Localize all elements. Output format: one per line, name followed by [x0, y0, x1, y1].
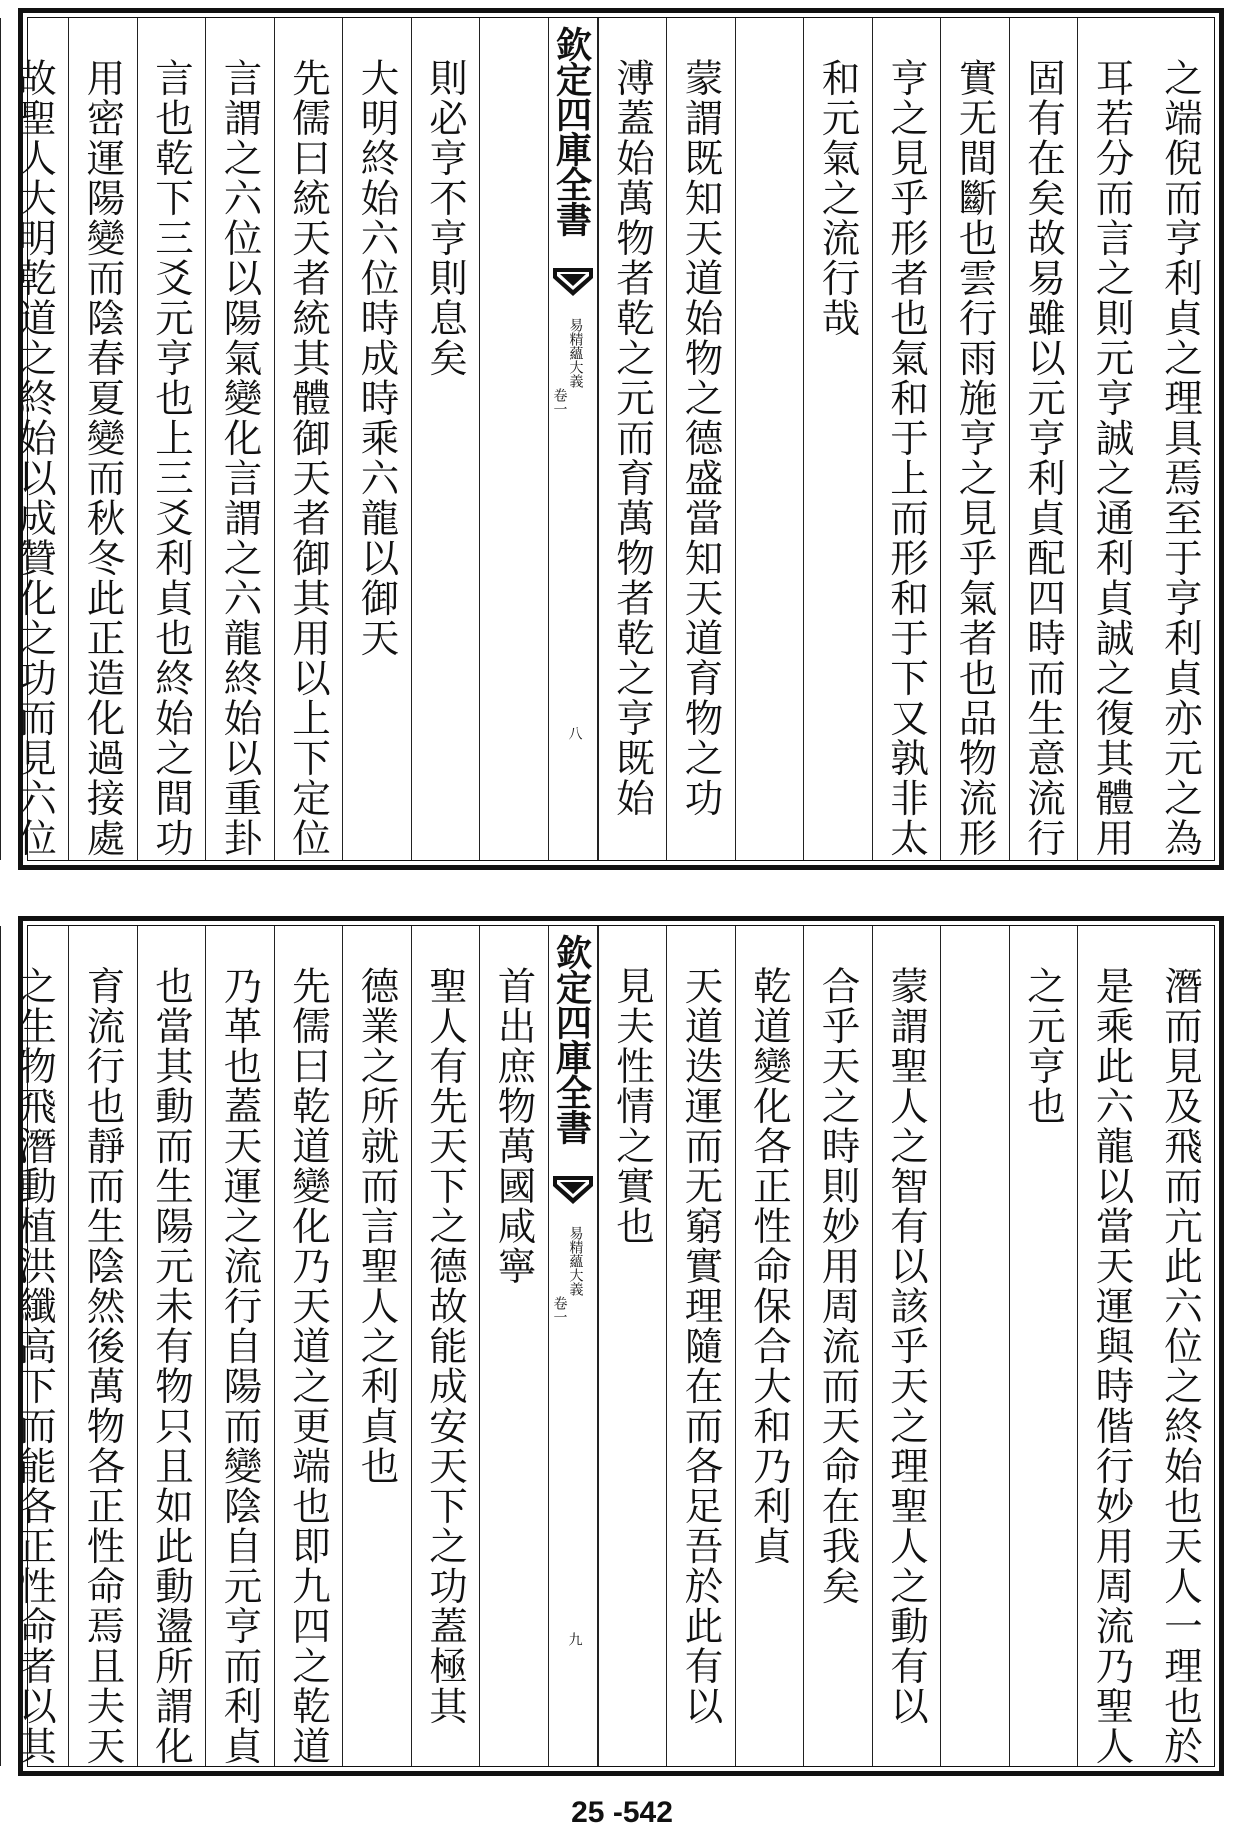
text-column [68, 926, 137, 1766]
text-column [0, 926, 68, 1766]
text-column [598, 18, 667, 860]
text-column [0, 18, 68, 860]
text-column [735, 18, 804, 860]
fish-tail-ornament-icon [553, 264, 593, 300]
column-text: 耳若分而言之則元亨誠之通利貞誠之復其體用 [1089, 58, 1135, 858]
column-text: 德業之所就而言聖人之利貞也 [354, 966, 400, 1486]
text-column [666, 926, 735, 1766]
text-column [872, 18, 941, 860]
text-column [411, 926, 480, 1766]
column-text: 乾道變化各正性命保合大和乃利貞 [747, 966, 792, 1566]
column-text: 聖人有先天下之德故能成安天下之功蓋極其 [423, 966, 468, 1726]
center-fold [548, 18, 598, 860]
column-text: 是乘此六龍以當天運與時偕行妙用周流乃聖人 [1089, 966, 1135, 1766]
text-column [803, 926, 872, 1766]
text-column [479, 926, 548, 1766]
column-text: 之端倪而亨利貞之理具焉至于亨利貞亦元之為 [1158, 58, 1203, 858]
column-text: 蒙謂既知天道始物之德盛當知天道育物之功 [678, 58, 724, 818]
text-column [342, 18, 411, 860]
column-text: 故聖人大明乾道之終始以成贊化之功而見六位 [12, 58, 57, 858]
text-column [1009, 926, 1078, 1766]
text-column [68, 18, 137, 860]
text-column [274, 926, 343, 1766]
column-text: 乃革也蓋天運之流行自陽而變陰自元亨而利貞 [217, 966, 263, 1766]
fold-volume: 卷一 [551, 1296, 568, 1324]
text-column [205, 926, 274, 1766]
fold-leaf-number: 八 [566, 726, 583, 740]
column-text: 之元亨也 [1021, 966, 1066, 1126]
fold-title: 欽定四庫全書 [550, 934, 593, 1144]
column-text: 育流行也靜而生陰然後萬物各正性命焉且夫天 [80, 966, 126, 1766]
text-column [803, 18, 872, 860]
text-column [1077, 18, 1146, 860]
text-column [940, 18, 1009, 860]
column-text: 言也乾下三爻元亨也上三爻利貞也終始之間功 [149, 58, 194, 858]
column-text: 則必亨不亨則息矣 [423, 58, 468, 378]
text-column [411, 18, 480, 860]
fold-book-title: 易精蘊大義 [567, 1226, 584, 1296]
bottom-page-inner-border [12, 925, 1215, 1767]
column-text: 見夫性情之實也 [610, 966, 655, 1246]
text-column [1146, 926, 1215, 1766]
column-text: 先儒曰統天者統其體御天者御其用以上下定位 [286, 58, 331, 858]
column-text: 和元氣之流行哉 [815, 58, 861, 338]
column-text: 潛而見及飛而亢此六位之終始也天人一理也於 [1158, 966, 1203, 1766]
text-column [1009, 18, 1078, 860]
column-text: 天道迭運而无窮實理隨在而各足吾於此有以 [678, 966, 724, 1726]
column-text: 先儒曰乾道變化乃天道之更端也即九四之乾道 [286, 966, 331, 1766]
column-text: 溥蓋始萬物者乾之元而育萬物者乾之亨既始 [610, 58, 655, 818]
fold-leaf-number: 九 [566, 1632, 583, 1646]
fold-title: 欽定四庫全書 [550, 26, 593, 236]
column-text: 固有在矣故易雖以元亨利貞配四時而生意流行 [1021, 58, 1066, 858]
text-column [137, 926, 206, 1766]
text-column [274, 18, 343, 860]
text-column [872, 926, 941, 1766]
column-text: 用密運陽變而陰春夏變而秋冬此正造化過接處 [80, 58, 126, 858]
column-text: 首出庶物萬國咸寧 [491, 966, 537, 1286]
text-column [598, 926, 667, 1766]
fish-tail-ornament-icon [553, 1172, 593, 1208]
text-column [735, 926, 804, 1766]
text-column [205, 18, 274, 860]
column-text: 亨之見乎形者也氣和于上而形和于下又孰非太 [884, 58, 929, 858]
column-text: 言謂之六位以陽氣變化言謂之六龍終始以重卦 [217, 58, 263, 858]
column-text: 實无間斷也雲行雨施亨之見乎氣者也品物流形 [952, 58, 998, 858]
center-fold [548, 926, 598, 1766]
top-page-panel [12, 8, 1224, 870]
bottom-page-panel [12, 916, 1224, 1776]
text-column [137, 18, 206, 860]
page-number: 25 -542 [571, 1796, 673, 1829]
column-text: 也當其動而生陽元未有物只且如此動盪所謂化 [149, 966, 194, 1766]
column-text: 蒙謂聖人之智有以該乎天之理聖人之動有以 [884, 966, 929, 1726]
column-text: 大明終始六位時成時乘六龍以御天 [354, 58, 400, 658]
text-column [1146, 18, 1215, 860]
text-column [666, 18, 735, 860]
top-page-inner-border [12, 17, 1215, 861]
text-column [479, 18, 548, 860]
text-column [1077, 926, 1146, 1766]
column-text: 之生物飛潛動植洪纖高下而能各正性命者以其 [12, 966, 57, 1766]
column-text: 合乎天之時則妙用周流而天命在我矣 [815, 966, 861, 1606]
text-column [940, 926, 1009, 1766]
fold-book-title: 易精蘊大義 [567, 318, 584, 388]
text-column [342, 926, 411, 1766]
fold-volume: 卷一 [551, 388, 568, 416]
